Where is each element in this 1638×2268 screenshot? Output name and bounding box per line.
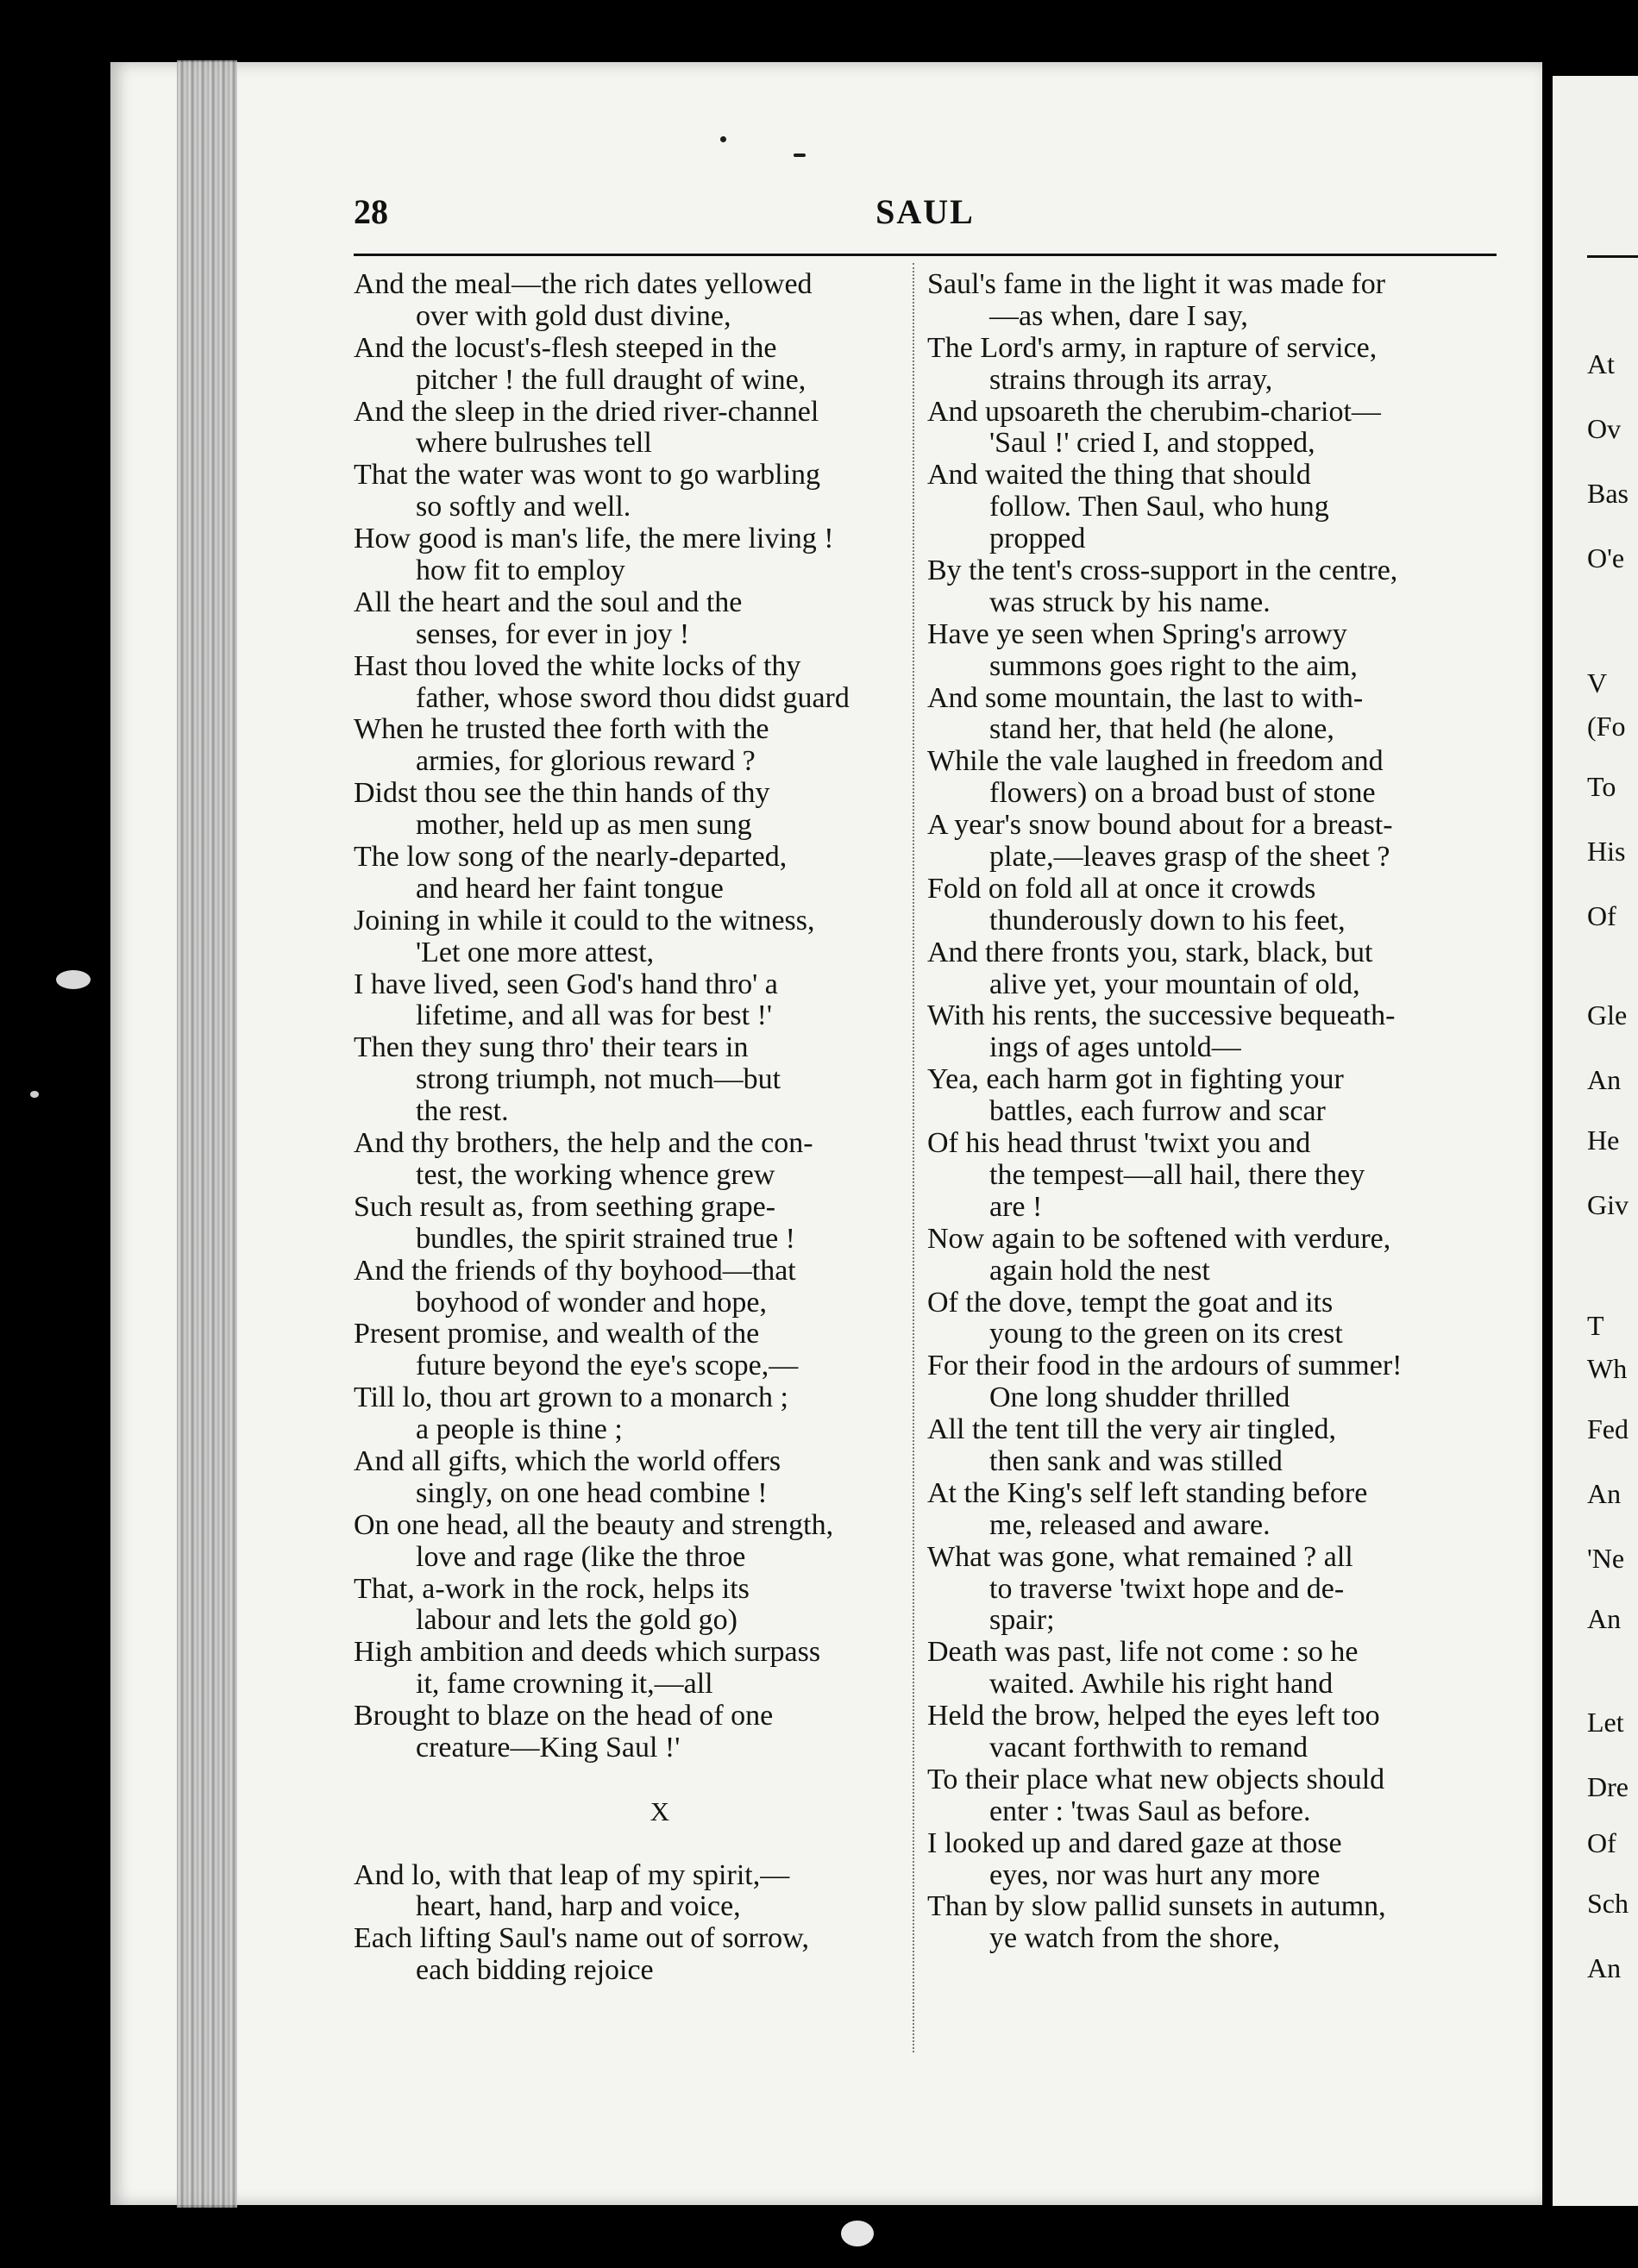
- section-number: X: [650, 1795, 670, 1826]
- verse-line: All the tent till the very air tingled,: [927, 1413, 1336, 1446]
- verse-line: thunderously down to his feet,: [989, 904, 1346, 937]
- verse-line: summons goes right to the aim,: [989, 649, 1358, 682]
- verse-line: the rest.: [416, 1095, 509, 1128]
- verse-line: The low song of the nearly-departed,: [354, 841, 788, 874]
- adjacent-fragment: An: [1587, 1064, 1622, 1095]
- scan-speck: [30, 1091, 39, 1098]
- adjacent-fragment: To: [1587, 771, 1616, 802]
- blank-line: [354, 1764, 914, 1796]
- verse-line: to traverse 'twixt hope and de-: [989, 1572, 1345, 1605]
- verse-line: High ambition and deeds which surpass: [354, 1636, 821, 1669]
- page-header: [354, 191, 1497, 250]
- verse-line: boyhood of wonder and hope,: [416, 1286, 767, 1319]
- right-column: [927, 269, 1497, 1955]
- verse-line: each bidding rejoice: [416, 1954, 654, 1987]
- adjacent-fragment: An: [1587, 1952, 1622, 1983]
- verse-line: With his rents, the successive bequeath-: [927, 999, 1396, 1032]
- adjacent-fragment: (Fo: [1587, 711, 1626, 742]
- verse-line: waited. Awhile his right hand: [989, 1668, 1334, 1701]
- verse-line: And there fronts you, stark, black, but: [927, 936, 1373, 968]
- adjacent-fragment: Of: [1587, 1827, 1616, 1858]
- verse-line: 'Let one more attest,: [416, 936, 655, 968]
- verse-line: I looked up and dared gaze at those: [927, 1826, 1342, 1859]
- verse-line: Of his head thrust 'twixt you and: [927, 1127, 1311, 1160]
- blank-line: [354, 1828, 914, 1860]
- verse-line: Of the dove, tempt the goat and its: [927, 1286, 1334, 1319]
- scan-speck: [720, 136, 726, 142]
- verse-line: Such result as, from seething grape-: [354, 1190, 776, 1223]
- page-number: 28: [354, 192, 388, 231]
- verse-line: What was gone, what remained ? all: [927, 1540, 1353, 1573]
- verse-line: And waited the thing that should: [927, 459, 1311, 492]
- verse-line: plate,—leaves grasp of the sheet ?: [989, 841, 1390, 874]
- adjacent-fragment: T: [1587, 1310, 1604, 1341]
- verse-line: heart, hand, harp and voice,: [416, 1890, 741, 1923]
- verse-line: And the friends of thy boyhood—that: [354, 1254, 796, 1287]
- verse-line: senses, for ever in joy !: [416, 617, 690, 650]
- adjacent-fragment: Of: [1587, 900, 1616, 931]
- verse-line: stand her, that held (he alone,: [989, 713, 1334, 746]
- adjacent-fragment: Giv: [1587, 1189, 1629, 1220]
- adjacent-fragment: At: [1587, 348, 1615, 379]
- verse-line: And upsoareth the cherubim-chariot—: [927, 395, 1381, 428]
- adjacent-fragment: Ov: [1587, 413, 1622, 444]
- verse-line: By the tent's cross-support in the centre,: [927, 554, 1398, 587]
- verse-line: mother, held up as men sung: [416, 809, 752, 842]
- adjacent-fragment: Dre: [1587, 1771, 1629, 1802]
- adjacent-page-rule: [1587, 255, 1638, 258]
- verse-line: creature—King Saul !': [416, 1731, 681, 1764]
- verse-line: spair;: [989, 1604, 1055, 1637]
- verse-line: Now again to be softened with verdure,: [927, 1222, 1391, 1255]
- adjacent-fragment: Wh: [1587, 1353, 1628, 1384]
- verse-line: I have lived, seen God's hand thro' a: [354, 968, 778, 1000]
- scan-speck: [794, 153, 806, 157]
- verse-line: Hast thou loved the white locks of thy: [354, 649, 801, 682]
- adjacent-fragment: V: [1587, 667, 1608, 699]
- verse-line: To their place what new objects should: [927, 1763, 1385, 1795]
- verse-line: lifetime, and all was for best !': [416, 999, 773, 1032]
- scan-speck: [56, 970, 91, 989]
- adjacent-page: [1553, 76, 1638, 2206]
- verse-line: then sank and was stilled: [989, 1444, 1283, 1477]
- verse-line: And thy brothers, the help and the con-: [354, 1127, 813, 1160]
- verse-line: Death was past, life not come : so he: [927, 1636, 1359, 1669]
- verse-line: follow. Then Saul, who hung: [989, 491, 1329, 523]
- adjacent-fragment: Gle: [1587, 999, 1628, 1031]
- verse-line: Have ye seen when Spring's arrowy: [927, 617, 1347, 650]
- adjacent-fragment: Let: [1587, 1707, 1624, 1738]
- verse-line: Held the brow, helped the eyes left too: [927, 1700, 1380, 1732]
- adjacent-fragment: 'Ne: [1587, 1543, 1625, 1574]
- verse-line: And the locust's-flesh steeped in the: [354, 331, 777, 364]
- verse-line: Than by slow pallid sunsets in autumn,: [927, 1890, 1386, 1923]
- verse-line: And the meal—the rich dates yellowed: [354, 268, 813, 300]
- verse-line: flowers) on a broad bust of stone: [989, 777, 1376, 810]
- verse-line: While the vale laughed in freedom and: [927, 745, 1384, 778]
- verse-line: it, fame crowning it,—all: [416, 1668, 713, 1701]
- verse-line: armies, for glorious reward ?: [416, 745, 756, 778]
- verse-line: And lo, with that leap of my spirit,—: [354, 1858, 790, 1891]
- verse-line: ye watch from the shore,: [989, 1922, 1281, 1955]
- verse-line: are !: [989, 1190, 1043, 1223]
- verse-line: When he trusted thee forth with the: [354, 713, 769, 746]
- verse-line: Present promise, and wealth of the: [354, 1318, 760, 1350]
- verse-line: battles, each furrow and scar: [989, 1095, 1326, 1128]
- column-divider: [913, 263, 914, 2052]
- verse-line: Didst thou see the thin hands of thy: [354, 777, 770, 810]
- verse-line: One long shudder thrilled: [989, 1381, 1290, 1414]
- verse-line: so softly and well.: [416, 491, 631, 523]
- verse-line: Yea, each harm got in fighting your: [927, 1063, 1344, 1096]
- verse-line: On one head, all the beauty and strength,: [354, 1508, 834, 1541]
- verse-line: And some mountain, the last to with-: [927, 681, 1364, 714]
- left-column: [354, 269, 914, 1987]
- verse-line: singly, on one head combine !: [416, 1476, 768, 1509]
- verse-line: over with gold dust divine,: [416, 299, 731, 332]
- verse-line: eyes, nor was hurt any more: [989, 1858, 1321, 1891]
- verse-line: enter : 'twas Saul as before.: [989, 1795, 1311, 1827]
- adjacent-fragment: His: [1587, 836, 1626, 867]
- verse-line: How good is man's life, the mere living !: [354, 523, 834, 555]
- verse-line: At the King's self left standing before: [927, 1476, 1368, 1509]
- verse-line: 'Saul !' cried I, and stopped,: [989, 427, 1315, 460]
- verse-line: —as when, dare I say,: [989, 299, 1248, 332]
- verse-line: labour and lets the gold go): [416, 1604, 737, 1637]
- verse-line: Joining in while it could to the witness,: [354, 904, 815, 937]
- verse-line: bundles, the spirit strained true !: [416, 1222, 796, 1255]
- verse-line: me, released and aware.: [989, 1508, 1271, 1541]
- adjacent-fragment: Fed: [1587, 1413, 1629, 1444]
- verse-line: A year's snow bound about for a breast-: [927, 809, 1393, 842]
- verse-line: where bulrushes tell: [416, 427, 652, 460]
- running-title: SAUL: [875, 192, 975, 231]
- adjacent-fragment: An: [1587, 1603, 1622, 1634]
- verse-line: Saul's fame in the light it was made for: [927, 268, 1386, 300]
- verse-line: was struck by his name.: [989, 586, 1271, 618]
- verse-line: propped: [989, 523, 1086, 555]
- verse-line: father, whose sword thou didst guard: [416, 681, 850, 714]
- verse-line: pitcher ! the full draught of wine,: [416, 363, 806, 396]
- verse-line: ings of ages untold—: [989, 1031, 1241, 1064]
- adjacent-fragment: An: [1587, 1478, 1622, 1509]
- verse-line: a people is thine ;: [416, 1413, 623, 1446]
- verse-line: the tempest—all hail, there they: [989, 1158, 1365, 1191]
- verse-line: test, the working whence grew: [416, 1158, 775, 1191]
- verse-line: how fit to employ: [416, 554, 625, 587]
- verse-line: strains through its array,: [989, 363, 1273, 396]
- verse-line: And the sleep in the dried river-channel: [354, 395, 819, 428]
- adjacent-fragment: Bas: [1587, 478, 1629, 509]
- verse-line: That, a-work in the rock, helps its: [354, 1572, 750, 1605]
- verse-line: vacant forthwith to remand: [989, 1731, 1309, 1764]
- verse-line: Brought to blaze on the head of one: [354, 1700, 774, 1732]
- header-rule: [354, 254, 1497, 256]
- verse-line: And all gifts, which the world offers: [354, 1444, 781, 1477]
- adjacent-fragment: He: [1587, 1125, 1620, 1156]
- adjacent-fragment: Sch: [1587, 1888, 1629, 1919]
- verse-line: strong triumph, not much—but: [416, 1063, 781, 1096]
- verse-line: future beyond the eye's scope,—: [416, 1350, 799, 1382]
- verse-line: young to the green on its crest: [989, 1318, 1343, 1350]
- verse-line: Till lo, thou art grown to a monarch ;: [354, 1381, 788, 1414]
- verse-line: Fold on fold all at once it crowds: [927, 872, 1316, 905]
- verse-line: alive yet, your mountain of old,: [989, 968, 1360, 1000]
- scan-speck: [841, 2221, 874, 2246]
- verse-line: and heard her faint tongue: [416, 872, 724, 905]
- verse-line: again hold the nest: [989, 1254, 1210, 1287]
- verse-line: For their food in the ardours of summer!: [927, 1350, 1403, 1382]
- binding-gutter: [177, 60, 237, 2208]
- verse-line: The Lord's army, in rapture of service,: [927, 331, 1378, 364]
- adjacent-fragment: O'e: [1587, 542, 1625, 573]
- verse-line: That the water was wont to go warbling: [354, 459, 821, 492]
- verse-line: All the heart and the soul and the: [354, 586, 743, 618]
- verse-line: Each lifting Saul's name out of sorrow,: [354, 1922, 809, 1955]
- verse-line: Then they sung thro' their tears in: [354, 1031, 749, 1064]
- verse-line: love and rage (like the throe: [416, 1540, 746, 1573]
